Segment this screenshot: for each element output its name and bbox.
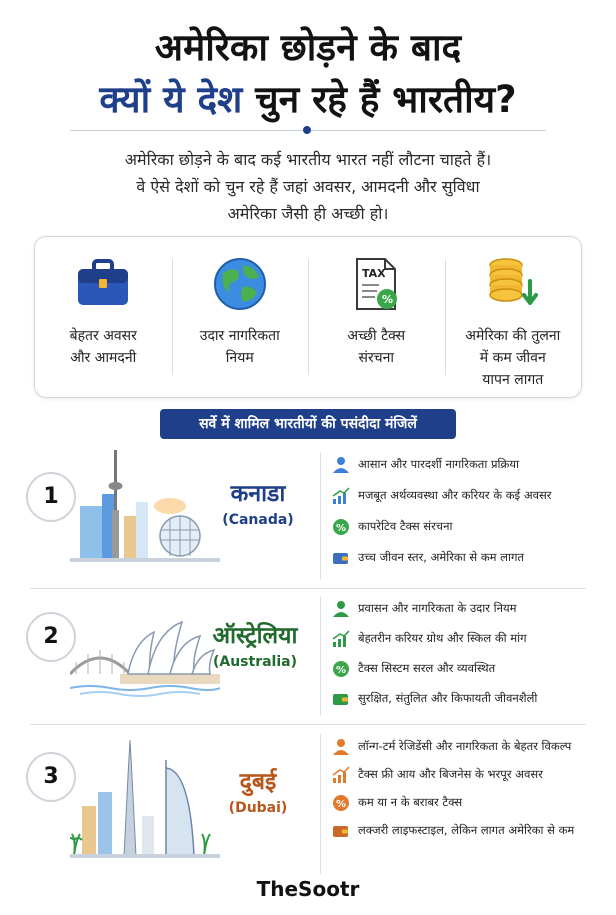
features-card [34,236,582,398]
point-text: बेहतरीन करियर ग्रोथ और स्किल की मांग [358,631,527,645]
feature-label-line: संरचना [358,350,394,366]
section-banner: सर्वे में शामिल भारतीयों की पसंदीदा मंजिलें [160,409,456,439]
point-text: सुरक्षित, संतुलित और किफायती जीवनशैली [358,691,538,705]
percent-icon [332,660,350,678]
growth-chart-icon [332,630,350,648]
percent-icon [332,794,350,812]
point-text: टैक्स सिस्टम सरल और व्यवस्थित [358,661,496,675]
feature-tax [308,237,445,397]
svg-text:%: % [336,799,347,810]
percent-icon [332,518,350,536]
list-item [332,660,602,678]
country-canada [0,446,616,586]
feature-opportunity [35,237,172,397]
intro-text [40,146,576,227]
country-dubai [0,730,616,880]
country-name-english: (Canada) [222,512,294,528]
column-divider [320,734,321,874]
point-text: उच्च जीवन स्तर, अमेरिका से कम लागत [358,550,524,564]
point-text: लक्जरी लाइफस्टाइल, लेकिन लागत अमेरिका से कम [358,823,575,837]
globe-icon [211,255,269,313]
feature-label-line: अमेरिका की तुलना [465,328,561,344]
country-name-block [188,476,328,528]
footer-brand-logo: TheSootr [256,877,360,901]
country-name-block [188,764,328,816]
points-list [332,456,602,567]
list-item [332,794,592,812]
feature-label [453,325,573,391]
list-item [332,518,602,536]
feature-citizenship [172,237,309,397]
point-text: मजबूत अर्थव्यवस्था और करियर के कई अवसर [358,488,552,502]
person-icon [332,600,350,618]
column-divider [320,452,321,580]
growth-chart-icon [332,766,350,784]
feature-label [43,325,163,369]
country-name-english: (Australia) [212,654,298,670]
feature-label [180,325,300,369]
feature-label [316,325,436,369]
list-item [332,487,602,505]
country-name-block [180,618,330,670]
country-name-hindi: दुबई [239,769,277,795]
point-text: लॉन्ग-टर्म रेजिडेंसी और नागरिकता के बेहतर विकल्प [358,739,572,753]
intro-line-2: वे ऐसे देशों को चुन रहे हैं जहां अवसर, आमदनी और सुविधा [136,177,480,196]
list-item [332,766,592,784]
intro-line-3: अमेरिका जैसी ही अच्छी हो। [227,204,389,223]
divider-dot [303,126,311,134]
country-australia [0,592,616,720]
feature-label-line: और आमदनी [70,350,137,366]
tax-icon-text: TAX [362,267,386,280]
point-text: प्रवासन और नागरिकता के उदार नियम [358,601,517,615]
rank-badge: 2 [26,612,76,662]
page-title: अमेरिका छोड़ने के बाद [154,26,462,69]
section-divider [30,588,586,589]
wallet-icon [332,822,350,840]
subtitle-rest: चुन रहे हैं भारतीय? [255,78,517,121]
rank-badge: 1 [26,472,76,522]
point-text: आसान और पारदर्शी नागरिकता प्रक्रिया [358,457,519,471]
coins-down-icon [484,255,542,313]
person-icon [332,738,350,756]
tax-document-icon [347,255,405,313]
country-name-english: (Dubai) [228,800,288,816]
tax-icon-badge: % [382,293,394,306]
list-item [332,630,602,648]
list-item [332,690,602,708]
feature-label-line: अच्छी टैक्स [347,328,406,344]
point-text: कम या न के बराबर टैक्स [358,795,463,809]
intro-line-1: अमेरिका छोड़ने के बाद कई भारतीय भारत नहीं लौटना चाहते हैं। [124,150,492,169]
feature-label-line: नियम [225,350,254,366]
column-divider [320,596,321,716]
section-divider [30,724,586,725]
list-item [332,600,602,618]
rank-badge: 3 [26,752,76,802]
svg-text:%: % [336,523,347,534]
growth-chart-icon [332,487,350,505]
feature-label-line: यापन लागत [482,372,544,388]
country-name-hindi: कनाडा [230,481,286,507]
wallet-icon [332,690,350,708]
country-name-hindi: ऑस्ट्रेलिया [212,623,298,649]
subtitle-highlight: क्यों ये देश [99,78,243,121]
list-item [332,549,602,567]
points-list [332,738,592,840]
feature-label-line: में कम जीवन [479,350,546,366]
list-item [332,822,592,840]
point-text: कापरेटिव टैक्स संरचना [358,519,453,533]
svg-text:%: % [336,665,347,676]
feature-label-line: बेहतर अवसर [69,328,137,344]
points-list [332,600,602,708]
wallet-icon [332,549,350,567]
briefcase-icon [74,255,132,313]
page-subtitle [0,72,616,123]
point-text: टैक्स फ्री आय और बिजनेस के भरपूर अवसर [358,767,543,781]
feature-label-line: उदार नागरिकता [199,328,280,344]
feature-cost [445,237,582,397]
person-icon [332,456,350,474]
list-item [332,456,602,474]
list-item [332,738,592,756]
